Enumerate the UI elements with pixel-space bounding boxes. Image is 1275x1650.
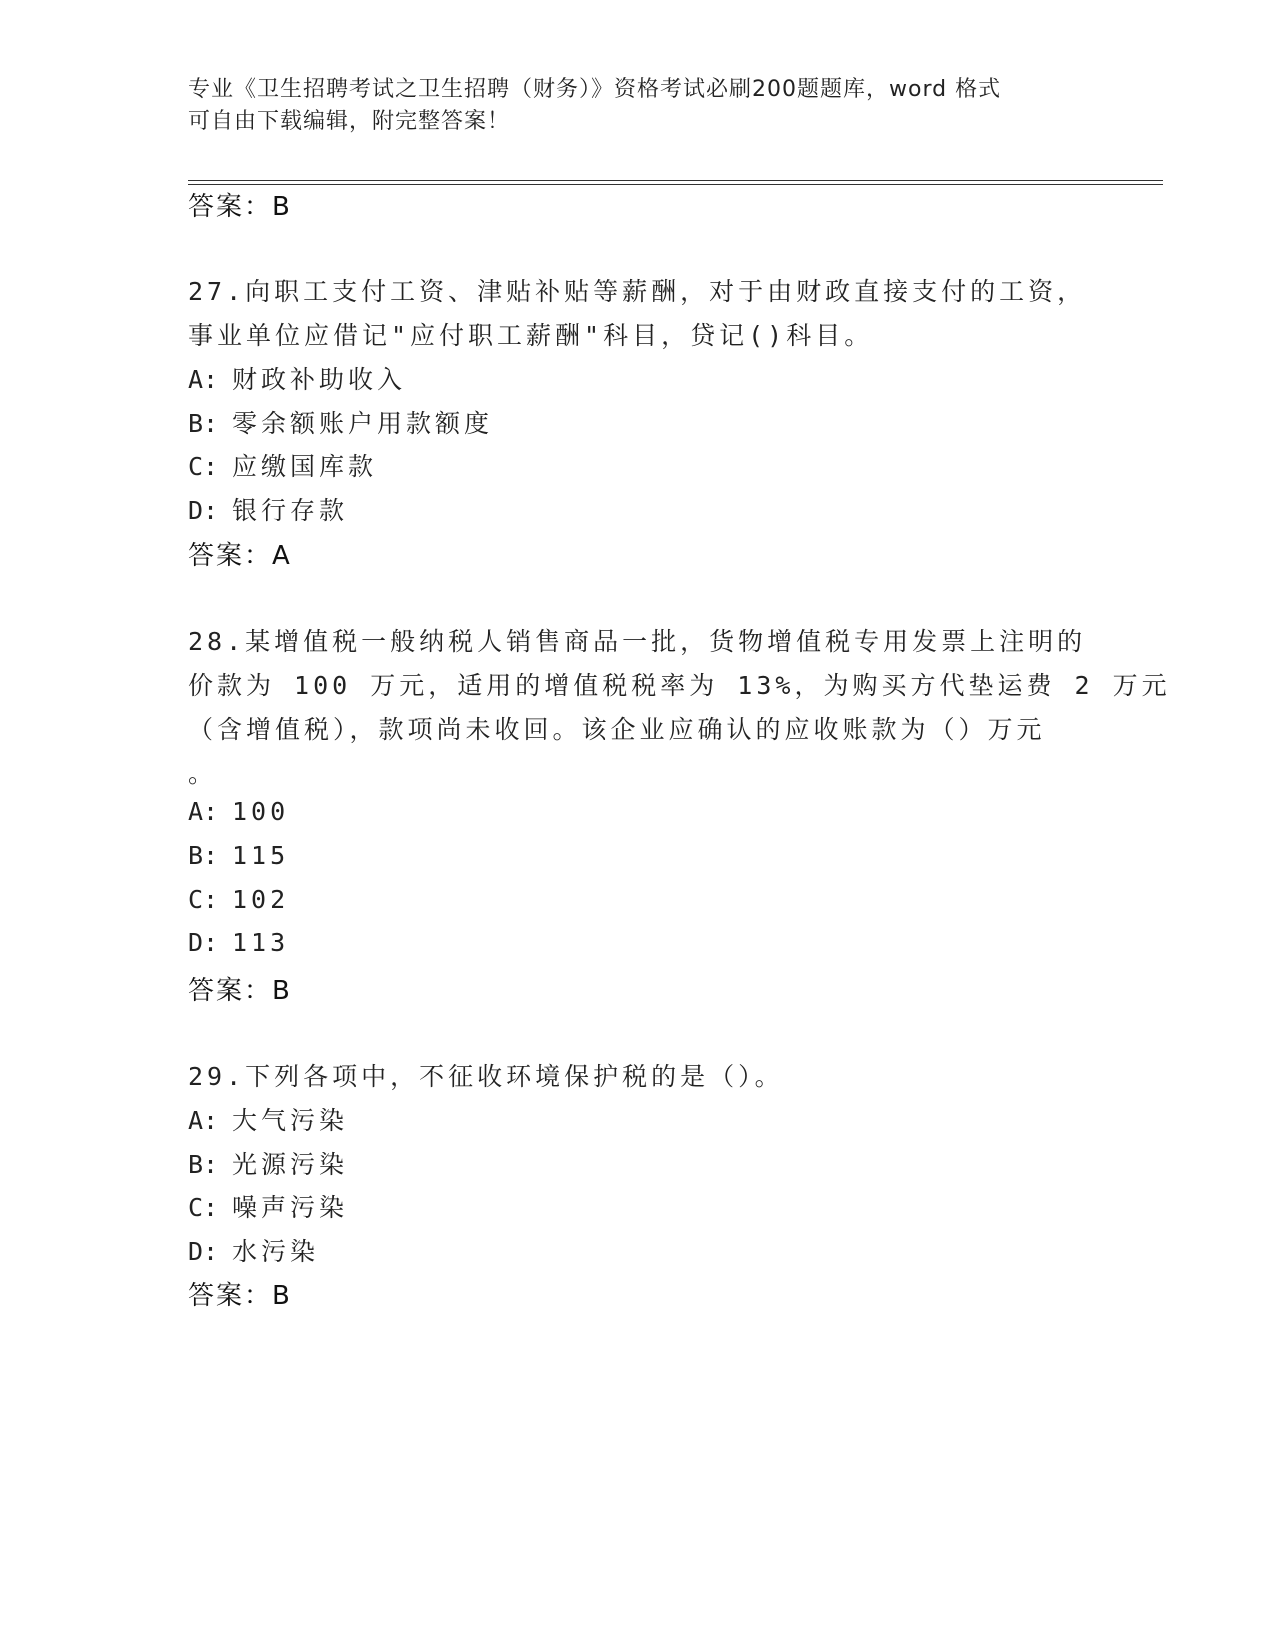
option-text: 115 bbox=[232, 841, 290, 870]
option-letter: C: bbox=[188, 885, 219, 914]
question-29-line-1: 29.下列各项中，不征收环境保护税的是（）。 bbox=[188, 1062, 784, 1091]
question-27-option-d bbox=[188, 491, 348, 527]
question-28-line-2: 价款为 100 万元，适用的增值税税率为 13%，为购买方代垫运费 2 万元 bbox=[188, 671, 1171, 700]
question-28-line-3: （含增值税），款项尚未收回。该企业应确认的应收账款为（）万元 bbox=[188, 715, 1046, 744]
option-letter: B: bbox=[188, 409, 219, 438]
question-28-line-1: 28.某增值税一般纳税人销售商品一批，货物增值税专用发票上注明的 bbox=[188, 627, 1087, 656]
option-letter: A: bbox=[188, 1106, 219, 1135]
question-27-line-1: 27.向职工支付工资、津贴补贴等薪酬，对于由财政直接支付的工资， bbox=[188, 277, 1087, 306]
option-text: 102 bbox=[232, 885, 290, 914]
option-letter: C: bbox=[188, 1193, 219, 1222]
question-28-option-b bbox=[188, 841, 289, 870]
option-letter: D: bbox=[188, 928, 219, 957]
option-text: 100 bbox=[232, 797, 290, 826]
question-27-line-2: 事业单位应借记"应付职工薪酬"科目，贷记()科目。 bbox=[188, 321, 874, 350]
header-line-2: 可自由下载编辑，附完整答案！ bbox=[188, 109, 511, 134]
option-text: 大气污染 bbox=[232, 1106, 349, 1135]
option-text: 应缴国库款 bbox=[232, 452, 378, 481]
question-29-option-c bbox=[188, 1188, 348, 1224]
option-letter: C: bbox=[188, 452, 219, 481]
question-27-answer: 答案：A bbox=[188, 541, 292, 571]
question-27-option-b bbox=[188, 404, 493, 440]
question-28-option-a bbox=[188, 797, 289, 826]
header-line-1: 专业《卫生招聘考试之卫生招聘（财务）》资格考试必刷200题题库，word 格式 bbox=[188, 77, 1002, 102]
header-divider-bottom bbox=[188, 184, 1163, 185]
option-letter: B: bbox=[188, 841, 219, 870]
question-29-answer: 答案：B bbox=[188, 1281, 292, 1311]
question-29-option-d bbox=[188, 1232, 319, 1268]
option-letter: D: bbox=[188, 496, 219, 525]
question-29-option-a bbox=[188, 1101, 348, 1137]
option-text: 零余额账户用款额度 bbox=[232, 409, 494, 438]
option-text: 113 bbox=[232, 928, 290, 957]
question-27-option-c bbox=[188, 447, 377, 483]
option-text: 财政补助收入 bbox=[232, 365, 407, 394]
option-letter: A: bbox=[188, 797, 219, 826]
question-28-option-c bbox=[188, 885, 289, 914]
question-27-option-a bbox=[188, 360, 406, 396]
question-29-option-b bbox=[188, 1145, 348, 1181]
option-letter: A: bbox=[188, 365, 219, 394]
header-divider-top bbox=[188, 180, 1163, 181]
option-text: 银行存款 bbox=[232, 496, 349, 525]
question-28-option-d bbox=[188, 928, 289, 957]
option-text: 光源污染 bbox=[232, 1150, 349, 1179]
option-letter: D: bbox=[188, 1237, 219, 1266]
question-28-answer: 答案：B bbox=[188, 976, 292, 1006]
question-28-line-4: 。 bbox=[188, 759, 218, 788]
option-text: 噪声污染 bbox=[232, 1193, 349, 1222]
option-letter: B: bbox=[188, 1150, 219, 1179]
document-header bbox=[188, 74, 1088, 138]
answer-previous: 答案：B bbox=[188, 192, 292, 222]
option-text: 水污染 bbox=[232, 1237, 320, 1266]
